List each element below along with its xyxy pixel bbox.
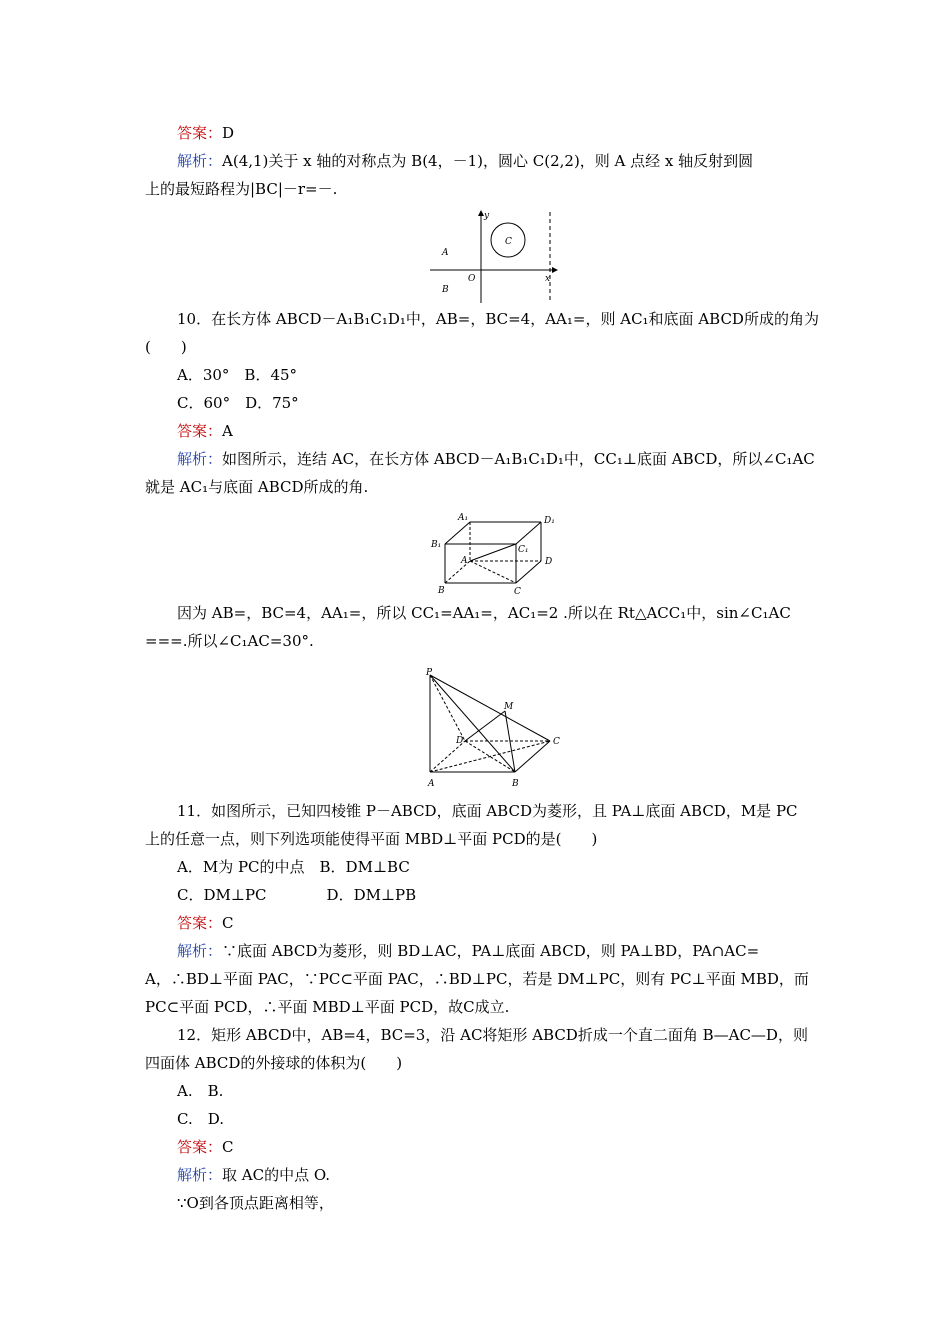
edge-c1d1 [516,522,541,544]
label-o: O [468,274,476,284]
label-a1: A₁ [458,513,469,523]
answer-value: D [222,124,235,142]
answer-value: A [222,422,233,440]
label-c: C [505,237,512,247]
analysis-label: 解析： [177,450,223,468]
answer-label: 答案： [177,422,223,440]
q12-stem: 12．矩形 ABCD中，AB=4，BC=3，沿 AC将矩形 ABCD折成一个直二面角 B—AC—D，则 [177,1026,808,1044]
q12-stem-cont: 四面体 ABCD的外接球的体积为( ) [145,1054,403,1072]
q9-analysis [177,151,842,171]
edge-dm [465,711,505,741]
analysis-text: A(4,1)关于 x 轴的对称点为 B(4，－1)，圆心 C(2,2)，则 A 点经 x 轴反射到圆 [222,152,754,170]
analysis-label: 解析： [177,942,223,960]
label-b: B [438,586,445,596]
label-a: A [461,556,468,566]
edge-pb [430,675,515,772]
diag-ac [470,561,516,583]
label-d: D [545,557,553,567]
q10-calc-cont: ===.所以∠C₁AC=30°. [145,632,314,650]
q9-answer [177,123,842,143]
q11-analysis-cont1: A，∴BD⊥平面 PAC，∵PC⊂平面 PAC，∴BD⊥PC，若是 DM⊥PC，则有 PC⊥平面 MBD，而 [145,970,809,988]
analysis-label: 解析： [177,152,223,170]
q9-analysis-cont: 上的最短路程为|BC|－r=－. [145,180,338,198]
analysis-text: 如图所示，连结 AC，在长方体 ABCD－A₁B₁C₁D₁中，CC₁⊥底面 ABCD，所以∠C₁AC [222,450,815,468]
q11-options-ab: A．M为 PC的中点 B．DM⊥BC [177,858,410,876]
q10-options-ab: A．30° B．45° [177,366,298,384]
edge-cd [516,561,541,583]
q10-analysis [177,449,842,469]
pyramid-figure [420,665,570,793]
q11-analysis-cont2: PC⊂平面 PCD，∴平面 MBD⊥平面 PCD，故C成立. [145,998,510,1016]
answer-label: 答案： [177,124,223,142]
q10-calc: 因为 AB=，BC=4，AA₁=，所以 CC₁=AA₁=，AC₁=2 .所以在 Rt△ACC₁中，sin∠C₁AC [177,604,791,622]
answer-label: 答案： [177,914,223,932]
cuboid-figure [428,509,568,597]
q12-answer [177,1137,842,1157]
q10-answer [177,421,842,441]
analysis-label: 解析： [177,1166,223,1184]
label-c1: C₁ [518,545,529,555]
q10-options-cd: C．60° D．75° [177,394,299,412]
analysis-text: 取 AC的中点 O. [222,1166,331,1184]
q12-analysis [177,1165,842,1185]
q12-analysis-cont: ∵O到各顶点距离相等， [177,1194,334,1212]
q11-options-cd: C．DM⊥PC D．DM⊥PB [177,886,417,904]
label-x: x [545,274,551,284]
answer-label: 答案： [177,1138,223,1156]
q10-stem: 10．在长方体 ABCD－A₁B₁C₁D₁中，AB=，BC=4，AA₁=，则 AC₁和底面 ABCD所成的角为 [177,310,819,328]
label-c: C [553,737,560,747]
label-c: C [514,587,521,597]
label-a: A [442,248,449,258]
q11-analysis [177,941,842,961]
label-y: y [484,211,490,221]
q12-options-cd: C. D. [177,1110,224,1128]
label-d1: D₁ [544,516,555,526]
label-b: B [442,285,449,295]
label-b: B [512,779,519,789]
label-b1: B₁ [431,540,442,550]
answer-value: C [222,914,234,932]
label-p: P [426,668,433,678]
label-d: D [456,736,464,746]
edge-b1a1 [445,522,470,544]
q10-analysis-cont: 就是 AC₁与底面 ABCD所成的角. [145,478,369,496]
answer-value: C [222,1138,234,1156]
q11-stem-cont: 上的任意一点，则下列选项能使得平面 MBD⊥平面 PCD的是( ) [145,830,598,848]
x-axis-arrow [552,267,558,273]
q12-options-ab: A. B. [177,1082,224,1100]
reflection-figure [420,207,570,307]
q10-stem-cont: ( ) [145,338,187,356]
q11-stem: 11．如图所示，已知四棱锥 P－ABCD，底面 ABCD为菱形，且 PA⊥底面 ABCD，M是 PC [177,802,798,820]
analysis-text: ∵底面 ABCD为菱形，则 BD⊥AC，PA⊥底面 ABCD，则 PA⊥BD，PA∩AC= [222,942,760,960]
label-a: A [428,779,435,789]
diag-ac1 [470,544,516,561]
label-m: M [504,702,514,712]
q11-answer [177,913,842,933]
